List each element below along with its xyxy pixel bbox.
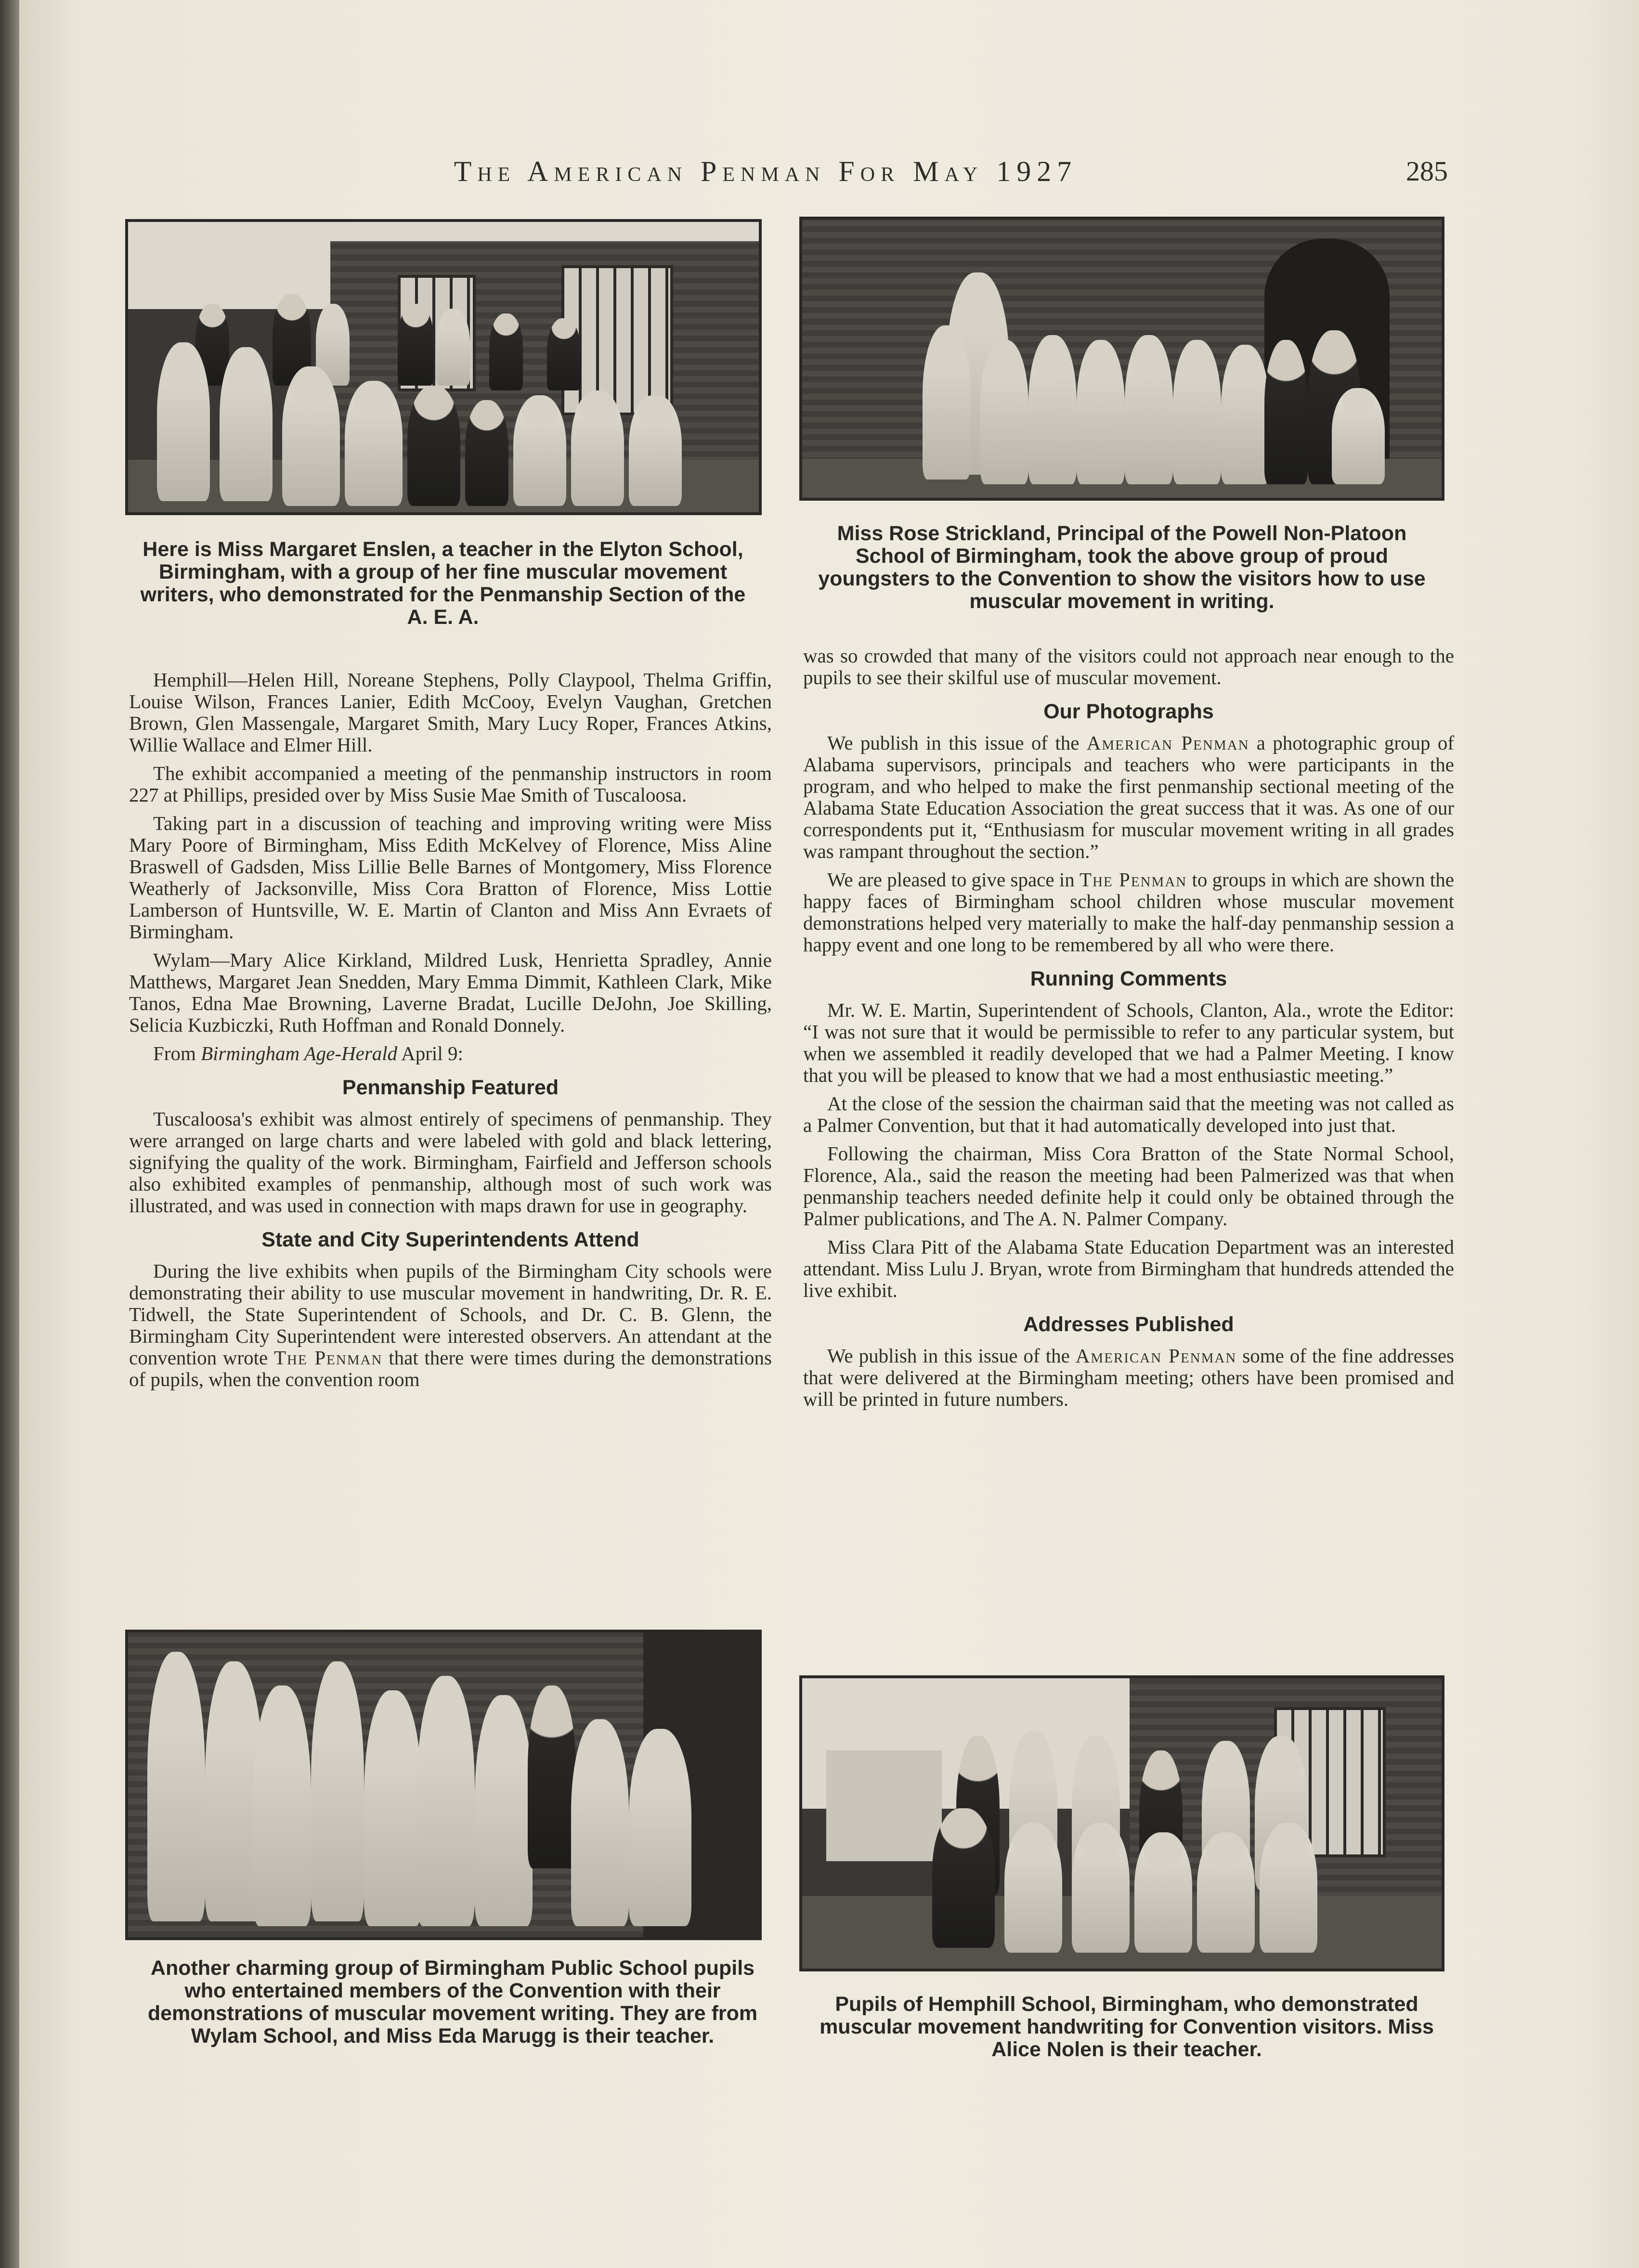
heading-superintendents-attend: State and City Superintendents Attend xyxy=(261,1228,639,1251)
heading-our-photographs: Our Photographs xyxy=(1043,700,1214,723)
magazine-page xyxy=(19,0,1639,2268)
left-column xyxy=(129,669,772,1397)
magazine-name: American Penman xyxy=(1075,1345,1237,1367)
book-binding-shadow xyxy=(0,0,19,2268)
photo-powell-school xyxy=(799,217,1444,501)
bratton-paragraph: Following the chairman, Miss Cora Bratton of the State Normal School, Florence, Ala., said the reason the meeting had been Palmerized was that when penmanship teachers needed definite help it could only be obtained through the Palmer publications, and The A. N. Palmer Company. xyxy=(803,1142,1454,1230)
martin-letter-paragraph: Mr. W. E. Martin, Superintendent of Schools, Clanton, Ala., wrote the Editor: “I was not sure that it would be permissible to refer to any particular system, but when we assembled it readily developed that we had a Palmer Meeting. I know that you will be pleased to know that we had a most enthusiastic meeting.” xyxy=(803,999,1454,1086)
groups-paragraph: We are pleased to give space in The Penman to groups in which are shown the happy faces of Birmingham school children whose muscular movement demonstrations helped very materially to make the half-day penmanship session a happy event and one long to be remembered by all who were there. xyxy=(803,868,1454,956)
page-number: 285 xyxy=(1406,156,1448,187)
heading-penmanship-featured: Penmanship Featured xyxy=(342,1076,559,1099)
caption-hemphill-school: Pupils of Hemphill School, Birmingham, who demonstrated muscular movement handwriting for Convention visitors. Miss Alice Nolen is their teacher. xyxy=(820,1993,1434,2061)
photo-hemphill-school xyxy=(799,1675,1444,1971)
addresses-paragraph: We publish in this issue of the American Penman some of the fine addresses that were delivered at the Birmingham meeting; others have been promised and will be printed in future numbers. xyxy=(803,1345,1454,1410)
right-column xyxy=(803,645,1454,1417)
heading-addresses-published: Addresses Published xyxy=(1023,1313,1234,1336)
discussion-paragraph: Taking part in a discussion of teaching and improving writing were Miss Mary Poore of Birmingham, Miss Edith McKelvey of Florence, Miss Aline Braswell of Gadsden, Miss Lillie Belle Barnes of Montgomery, Miss Florence Weatherly of Jacksonville, Miss Cora Bratton of Florence, Miss Lottie Lamberson of Huntsville, W. E. Martin of Clanton and Miss Ann Evraets of Birmingham. xyxy=(129,812,772,943)
caption-powell-school: Miss Rose Strickland, Principal of the Powell Non-Platoon School of Birmingham, took the above group of proud youngsters to the Convention to show the visitors how to use muscular movement in writing. xyxy=(818,522,1426,613)
pitt-bryan-paragraph: Miss Clara Pitt of the Alabama State Education Department was an interested attendant. Miss Lulu J. Bryan, wrote from Birmingham that hundreds attended the live exhibit. xyxy=(803,1236,1454,1301)
photographs-paragraph: We publish in this issue of the American Penman a photographic group of Alabama supervisors, principals and teachers who were participants in the program, and who helped to make the first penmanship sectional meeting of the Alabama State Education Association the great success that it was. As one of our correspondents put it, “Enthusiasm for muscular movement writing in all grades was rampant throughout the section.” xyxy=(803,732,1455,862)
wylam-pupils-paragraph: Wylam—Mary Alice Kirkland, Mildred Lusk, Henrietta Spradley, Annie Matthews, Margaret Jean Snedden, Mary Emma Dimmit, Kathleen Clark, Mike Tanos, Edna Mae Browning, Laverne Bradat, Lucille DeJohn, Joe Skilling, Selicia Kuzbiczki, Ruth Hoffman and Ronald Donnely. xyxy=(129,949,772,1036)
photo-elyton-school xyxy=(125,219,762,515)
magazine-name: The Penman xyxy=(1080,868,1187,891)
crowded-room-paragraph: was so crowded that many of the visitors could not approach near enough to the pupils to see their skilful use of muscular movement. xyxy=(803,645,1454,688)
chairman-paragraph: At the close of the session the chairman said that the meeting was not called as a Palmer Convention, but that it had automatically developed into just that. xyxy=(803,1092,1454,1136)
live-exhibits-paragraph: During the live exhibits when pupils of the Birmingham City schools were demonstrating their ability to use muscular movement in handwriting, Dr. R. E. Tidwell, the State Superintendent of Schools, and Dr. C. B. Glenn, the Birmingham City Superintendent were interested observers. An attendant at the convention wrote The Penman that there were times during the demonstrations of pupils, when the convention room xyxy=(129,1260,772,1390)
running-head: The American Penman For May 1927 xyxy=(454,156,1078,187)
magazine-name: American Penman xyxy=(1086,732,1249,754)
photo-wylam-school xyxy=(125,1630,762,1940)
newspaper-name: Birmingham Age-Herald xyxy=(201,1042,398,1064)
source-line: From Birmingham Age-Herald April 9: xyxy=(153,1042,463,1064)
caption-elyton-school: Here is Miss Margaret Enslen, a teacher in the Elyton School, Birmingham, with a group of her fine muscular movement writers, who demonstrated for the Penmanship Section of the A. E. A. xyxy=(140,538,746,629)
heading-running-comments: Running Comments xyxy=(1030,967,1227,990)
exhibit-meeting-paragraph: The exhibit accompanied a meeting of the penmanship instructors in room 227 at Phillips, presided over by Miss Susie Mae Smith of Tuscaloosa. xyxy=(129,762,772,806)
magazine-name: The Penman xyxy=(273,1347,383,1369)
caption-wylam-school: Another charming group of Birmingham Public School pupils who entertained members of the Convention with their demonstrations of muscular movement writing. They are from Wylam School, and Miss Eda Marugg is their teacher. xyxy=(147,1957,758,2048)
hemphill-pupils-paragraph: Hemphill—Helen Hill, Noreane Stephens, Polly Claypool, Thelma Griffin, Louise Wilson, Frances Lanier, Edith McCooy, Evelyn Vaughan, Gretchen Brown, Glen Massengale, Margaret Smith, Mary Lucy Roper, Frances Atkins, Willie Wallace and Elmer Hill. xyxy=(129,669,772,756)
tuscaloosa-exhibit-paragraph: Tuscaloosa's exhibit was almost entirely of specimens of penmanship. They were arranged on large charts and were labeled with gold and black lettering, signifying the quality of the work. Birmingham, Fairfield and Jefferson schools also exhibited examples of penmanship, although most of such work was illustrated, and was used in connection with maps drawn for use in geography. xyxy=(129,1108,772,1217)
